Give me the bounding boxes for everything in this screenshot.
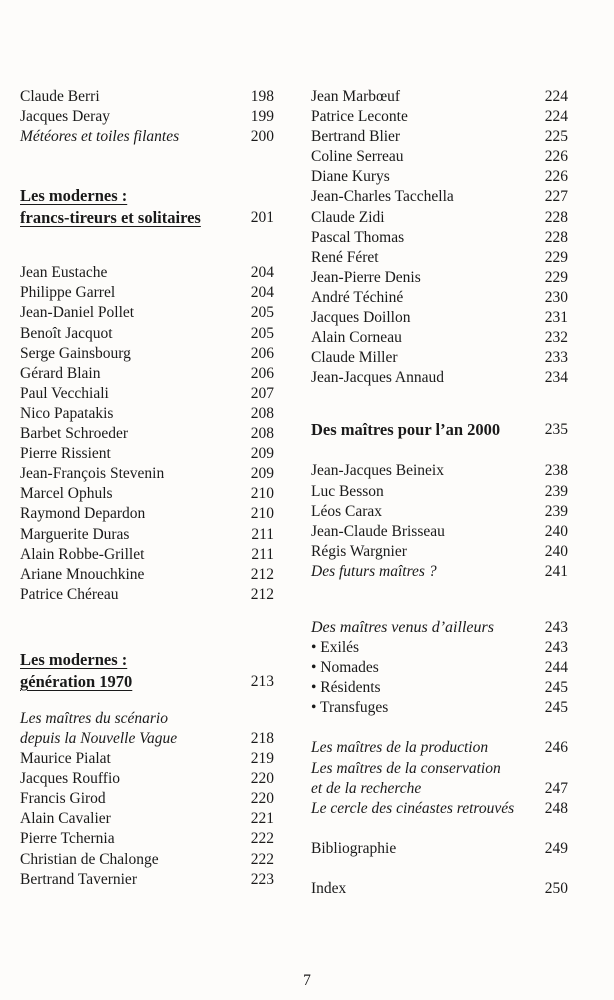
entry-name: Diane Kurys [311,168,390,186]
toc-entry [311,839,568,859]
toc-entry [311,348,568,368]
entry-page: 225 [544,128,568,146]
entry-name: Jean-Daniel Pollet [20,304,135,322]
section-heading [20,185,274,229]
entry-page: 207 [250,384,274,402]
entry-page: 226 [544,148,568,166]
section-heading-line1: Les modernes : [20,649,128,669]
left-column [20,87,274,890]
entry-page: 248 [544,799,568,817]
entry-name: Bertrand Tavernier [20,870,137,888]
entry-page: 229 [544,248,568,266]
entry-page: 205 [250,304,274,322]
toc-entry [20,585,274,605]
entry-name: Claude Berri [20,88,100,105]
entry-page: 210 [250,505,274,523]
toc-entry [311,759,568,779]
entry-page: 227 [544,188,568,206]
entry-name: Pierre Tchernia [20,830,115,848]
entry-name: • Transfuges [311,699,389,717]
entry-page: 205 [250,324,274,342]
entry-name: Serge Gainsbourg [20,344,131,362]
entry-page: 240 [544,542,568,560]
entry-name: Le cercle des cinéastes retrouvés [311,799,515,817]
entry-page: 228 [544,228,568,246]
toc-entry [20,504,274,524]
toc-entry [311,208,568,228]
entry-name: Patrice Leconte [311,108,408,126]
entry-page: 204 [250,284,274,302]
toc-entry [20,565,274,585]
toc-entry [311,368,568,388]
entry-name: Jean Eustache [20,264,108,282]
entry-name: Index [311,879,347,897]
toc-entry [311,502,568,522]
entry-page: 228 [544,208,568,226]
entry-page: 239 [544,502,568,520]
toc-entry [20,404,274,424]
toc-entry [20,809,274,829]
entry-name: Alain Corneau [311,329,402,347]
entry-name: • Nomades [311,659,379,677]
toc-entry [311,799,568,819]
section-title: Des maîtres pour l’an 2000 [311,420,501,440]
entry-page: 206 [250,344,274,362]
entry-name: Claude Zidi [311,208,385,226]
toc-entry [20,283,274,303]
entry-name: Jacques Doillon [311,309,411,327]
entry-name: Paul Vecchiali [20,384,109,402]
toc-entry [311,879,568,899]
entry-page: 249 [544,839,568,857]
entry-page: 210 [250,485,274,503]
section-page: 213 [250,672,274,690]
entry-name: Jean Marbœuf [311,88,401,105]
entry-page: 220 [250,790,274,808]
toc-entry [20,545,274,565]
entry-name: Léos Carax [311,502,383,520]
toc-entry [20,749,274,769]
section-heading [311,419,568,441]
entry-page: 238 [544,462,568,480]
toc-entry [20,107,274,127]
entry-name: Les maîtres de la production [311,739,489,757]
toc-entry [20,384,274,404]
toc-entry [20,769,274,789]
entry-page: 209 [250,445,274,463]
entry-page: 212 [250,565,274,583]
right-column [311,87,568,899]
entry-name: Marguerite Duras [20,525,130,543]
entry-page: 245 [544,679,568,697]
subsection-title: depuis la Nouvelle Vague [20,729,178,747]
toc-entry [20,344,274,364]
entry-page: 243 [544,639,568,657]
entry-page: 233 [544,349,568,367]
entry-page: 229 [544,268,568,286]
entry-name: Jacques Rouffio [20,770,121,788]
entry-page: 221 [250,810,274,828]
toc-entry [20,484,274,504]
section-page: 201 [250,209,274,227]
toc-entry [20,870,274,890]
entry-name: Jean-Jacques Annaud [311,369,444,387]
toc-entry [311,328,568,348]
entry-name: Raymond Depardon [20,505,146,523]
toc-entry [20,364,274,384]
entry-name: Jean-Pierre Denis [311,268,421,286]
entry-name: Philippe Garrel [20,284,116,302]
toc-entry [20,87,274,107]
toc-entry [311,288,568,308]
toc-entry [311,268,568,288]
entry-page: 208 [250,425,274,443]
section-heading-line1: Les modernes : [20,186,128,206]
entry-page: 224 [544,108,568,126]
toc-entry [311,461,568,481]
entry-page: 241 [544,562,568,580]
entry-name: Christian de Chalonge [20,850,159,868]
toc-entry [20,303,274,323]
toc-entry [311,248,568,268]
entry-name: André Téchiné [311,288,404,306]
section-page: 235 [544,421,568,439]
section-heading-line2: génération 1970 [20,671,133,691]
toc-entry [311,698,568,718]
entry-name: Ariane Mnouchkine [20,565,145,583]
entry-name: Bibliographie [311,839,397,857]
toc-entry [20,525,274,545]
subsection-line [20,729,274,749]
toc-entry [311,187,568,207]
entry-page: 231 [544,309,568,327]
toc-entry [311,678,568,698]
entry-name: Claude Miller [311,349,398,367]
entry-name: Jean-François Stevenin [20,465,165,483]
entry-page: 222 [250,850,274,868]
entry-page: 211 [251,525,274,543]
entry-page: 199 [250,108,274,126]
toc-entry [20,789,274,809]
entry-page: 226 [544,168,568,186]
entry-name: et de la recherche [311,779,422,797]
entry-name: Benoît Jacquot [20,324,113,342]
entry-name: Alain Robbe-Grillet [20,545,145,563]
toc-entry [311,147,568,167]
entry-name: Francis Girod [20,790,106,808]
subsection-line [20,709,274,729]
subsection-title: Les maîtres du scénario [20,709,168,727]
toc-entry [311,87,568,107]
entry-name: Bertrand Blier [311,128,401,146]
entry-page: 230 [544,288,568,306]
entry-name: Jean-Charles Tacchella [311,188,454,206]
entry-page: 220 [250,770,274,788]
entry-name: Pierre Rissient [20,445,111,463]
entry-name: Météores et toiles filantes [20,128,180,146]
toc-entry [311,167,568,187]
entry-name: Barbet Schroeder [20,425,129,443]
entry-page: 208 [250,404,274,422]
toc-entry [311,562,568,582]
entry-name: Pascal Thomas [311,228,405,246]
toc-entry [311,228,568,248]
entry-page: 212 [250,585,274,603]
toc-entry [311,779,568,799]
entry-page: 232 [544,329,568,347]
entry-page: 200 [250,128,274,146]
entry-name: Régis Wargnier [311,542,407,560]
entry-page: 219 [250,750,274,768]
entry-name: Marcel Ophuls [20,485,113,503]
toc-entry [311,522,568,542]
toc-entry [20,850,274,870]
entry-name: Des futurs maîtres ? [311,562,437,580]
entry-name: Jacques Deray [20,108,110,126]
entry-page: 198 [250,88,274,105]
entry-name: Patrice Chéreau [20,585,119,603]
entry-page: 222 [250,830,274,848]
entry-page: 244 [544,659,568,677]
entry-page: 240 [544,522,568,540]
entry-name: Les maîtres de la conservation [311,759,501,777]
entry-name: Luc Besson [311,482,384,500]
entry-page: 234 [544,369,568,387]
entry-page: 209 [250,465,274,483]
toc-entry [20,464,274,484]
entry-name: Jean-Jacques Beineix [311,462,444,480]
toc-entry [20,829,274,849]
toc-entry [311,127,568,147]
toc-entry [311,658,568,678]
entry-name: René Féret [311,248,379,266]
entry-name: Coline Serreau [311,148,404,166]
toc-entry [311,638,568,658]
entry-name: Maurice Pialat [20,750,111,768]
section-title: Des maîtres venus d’ailleurs [311,618,494,636]
entry-name: • Résidents [311,679,381,697]
section-heading-line2: francs-tireurs et solitaires [20,208,201,228]
toc-entry [311,738,568,758]
section-heading [311,618,568,638]
entry-name: Jean-Claude Brisseau [311,522,445,540]
entry-page: 204 [250,264,274,282]
page-number: 7 [303,972,311,989]
entry-name: Nico Papatakis [20,404,114,422]
entry-page: 239 [544,482,568,500]
toc-entry [311,107,568,127]
toc-entry [20,444,274,464]
entry-page: 206 [250,364,274,382]
toc-entry [311,542,568,562]
toc-entry [20,324,274,344]
entry-page: 246 [544,739,568,757]
entry-page: 211 [251,545,274,563]
entry-page: 247 [544,779,568,797]
toc-entry [20,424,274,444]
entry-name: Gérard Blain [20,364,101,382]
toc-entry [311,482,568,502]
section-page: 243 [544,618,568,636]
entry-name: Alain Cavalier [20,810,111,828]
toc-entry [311,308,568,328]
entry-name: • Exilés [311,639,360,657]
entry-page: 245 [544,699,568,717]
toc-entry [20,127,274,147]
toc-entry [20,263,274,283]
entry-page: 223 [250,870,274,888]
entry-page: 218 [250,729,274,747]
entry-page: 250 [544,879,568,897]
section-heading [20,649,274,693]
entry-page: 224 [544,88,568,105]
